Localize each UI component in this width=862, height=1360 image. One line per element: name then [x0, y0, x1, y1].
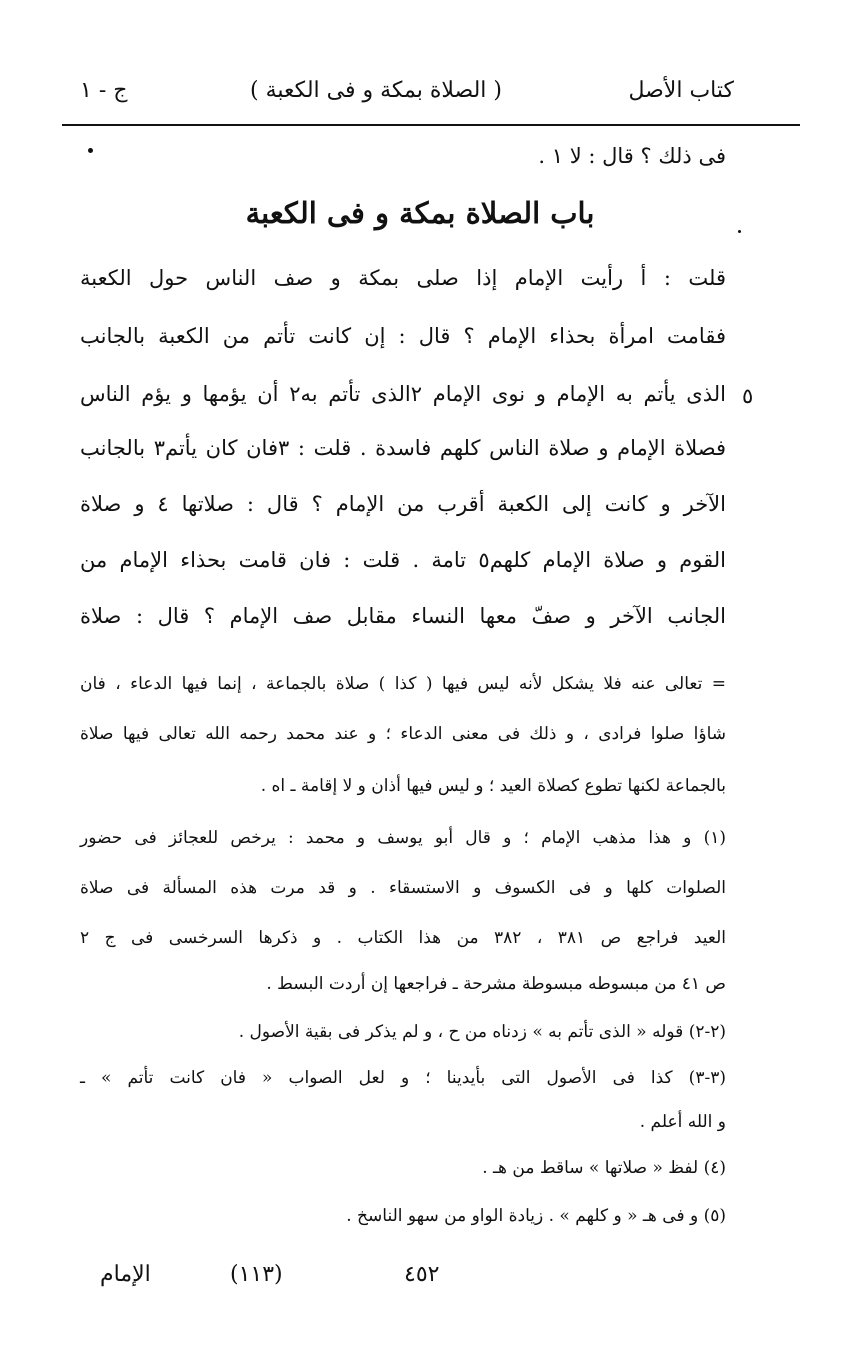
intro-line: فى ذلك ؟ قال : لا ١ .: [538, 144, 726, 168]
header-rule: [62, 124, 800, 126]
body-line: قلت : أ رأيت الإمام إذا صلى بمكة و صف الناس حول الكعبة: [80, 266, 726, 290]
body-line: فقامت امرأة بحذاء الإمام ؟ قال : إن كانت تأتم من الكعبة بالجانب: [80, 324, 726, 348]
footnote-line: ص ٤١ من مبسوطه مبسوطة مشرحة ـ فراجعها إن أردت البسط .: [266, 974, 726, 994]
body-line: القوم و صلاة الإمام كلهم٥ تامة . قلت : فان قامت بحذاء الإمام من: [80, 548, 727, 572]
line-number-marker: ٥: [742, 384, 754, 408]
footnote-line: (٥) و فى هـ « و كلهم » . زيادة الواو من سهو الناسخ .: [346, 1206, 726, 1226]
footnote-line: = تعالى عنه فلا يشكل لأنه ليس فيها ( كذا ) صلاة بالجماعة ، إنما فيها الدعاء ، فان: [80, 674, 726, 694]
footnote-line: شاؤا صلوا فرادى ، و ذلك فى معنى الدعاء ؛ و عند محمد رحمه الله تعالى فيها صلاة: [80, 724, 726, 744]
ink-speck: [88, 148, 93, 153]
ink-speck: [738, 230, 741, 233]
footnote-line: (١) و هذا مذهب الإمام ؛ و قال أبو يوسف و محمد : يرخص للعجائز فى حضور: [80, 828, 726, 848]
footnote-line: و الله أعلم .: [639, 1112, 726, 1132]
footnote-line: (٣-٣) كذا فى الأصول التى بأيدينا ؛ و لعل الصواب « فان كانت تأتم » ـ: [80, 1068, 726, 1088]
footnote-line: (٢-٢) قوله « الذى تأتم به » زدناه من ح ، و لم يذكر فى بقية الأصول .: [238, 1022, 726, 1042]
footnote-line: (٤) لفظ « صلاتها » ساقط من هـ .: [482, 1158, 726, 1178]
footnote-line: العيد فراجع ص ٣٨١ ، ٣٨٢ من هذا الكتاب . و ذكرها السرخسى فى ج ٢: [80, 928, 726, 948]
signature-word: الإمام: [100, 1262, 151, 1287]
body-line: الجانب الآخر و صفّ معها النساء مقابل صف الإمام ؟ قال : صلاة: [80, 604, 726, 628]
signature-number: (١١٣): [230, 1262, 283, 1287]
footnote-line: بالجماعة لكنها تطوع كصلاة العيد ؛ و ليس فيها أذان و لا إقامة ـ اه .: [260, 776, 726, 796]
footnote-line: الصلوات كلها و فى الكسوف و الاستسقاء . و قد مرت هذه المسألة فى صلاة: [80, 878, 726, 898]
body-line: الآخر و كانت إلى الكعبة أقرب من الإمام ؟ قال : صلاتها ٤ و صلاة: [80, 492, 726, 516]
running-head-book-title: كتاب الأصل: [628, 78, 734, 103]
chapter-title: باب الصلاة بمكة و فى الكعبة: [245, 196, 595, 230]
running-head-section-title: ( الصلاة بمكة و فى الكعبة ): [250, 78, 502, 103]
body-line: الذى يأتم به الإمام و نوى الإمام ٢الذى تأتم به٢ أن يؤمها و يؤم الناس: [80, 382, 726, 406]
page-number: ٤٥٢: [404, 1262, 440, 1287]
body-line: فصلاة الإمام و صلاة الناس كلهم فاسدة . قلت : ٣فان كان يأتم٣ بالجانب: [80, 436, 726, 460]
running-head-volume: ج - ١: [80, 78, 128, 103]
